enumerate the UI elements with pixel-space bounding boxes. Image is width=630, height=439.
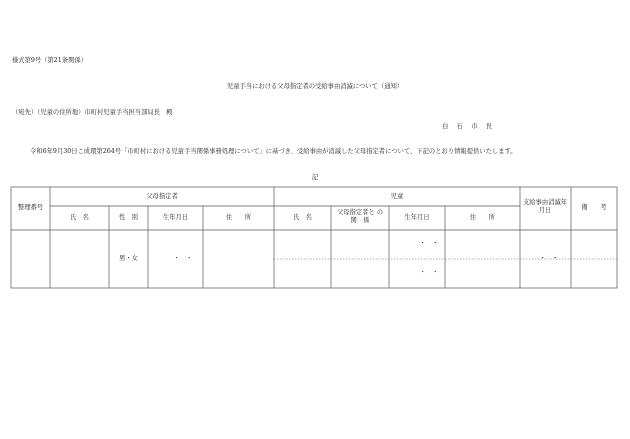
cell-gender: 男・女 bbox=[119, 255, 138, 262]
issuer: 白 石 市 長 bbox=[442, 123, 494, 130]
col-header-child-address: 住 所 bbox=[469, 214, 496, 221]
col-header-number: 整理番号 bbox=[17, 204, 44, 211]
col-header-child-relation: 父母指定者と の 関 係 bbox=[336, 209, 390, 224]
cell-reason-date: ・ ・ bbox=[539, 255, 559, 262]
cell-parent-birth: ・ ・ bbox=[173, 255, 193, 262]
cell-child-birth-2: ・ ・ bbox=[419, 269, 439, 276]
group-header-parent: 父母指定者 bbox=[146, 193, 178, 200]
ki-mark: 記 bbox=[311, 174, 319, 181]
document-title: 児童手当における父母指定者の受給事由消滅について（通知） bbox=[226, 83, 404, 90]
body-paragraph: 令和6年9月30日こ成環第264号「市町村における児童手当関係事務処理について」に基づき、受給事由が消滅した父母指定者について、下記のとおり情報提供いたします。 bbox=[30, 148, 517, 155]
col-header-parent-name: 氏 名 bbox=[70, 214, 89, 221]
addressee: （宛先）（児童の住所地）市町村児童手当担当部局長 殿 bbox=[12, 109, 173, 116]
col-header-remarks: 備 考 bbox=[581, 204, 607, 211]
col-header-parent-gender: 性 別 bbox=[119, 214, 138, 221]
col-header-child-name: 氏 名 bbox=[293, 214, 312, 221]
col-header-parent-address: 住 所 bbox=[225, 214, 252, 221]
cell-child-birth-1: ・ ・ bbox=[419, 240, 439, 247]
form-number: 様式第9号（第21条関係） bbox=[12, 57, 87, 64]
group-header-child: 児童 bbox=[390, 193, 404, 200]
col-header-parent-birth: 生年月日 bbox=[162, 214, 189, 221]
col-header-reason-date: 支給事由消滅年月日 bbox=[522, 199, 568, 214]
col-header-child-birth: 生年月日 bbox=[404, 214, 430, 221]
